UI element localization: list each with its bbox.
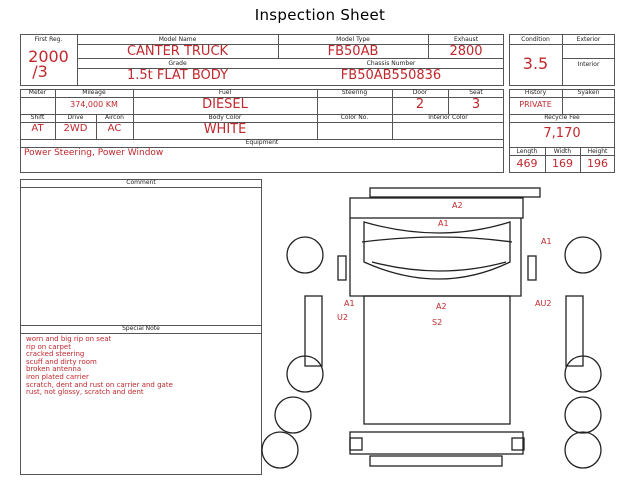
first-reg-month: /3 bbox=[32, 62, 48, 81]
special-note-item: scratch, dent and rust on carrier and gate bbox=[26, 380, 173, 389]
cab-rear-windshield bbox=[372, 262, 506, 271]
height-label: Height bbox=[587, 148, 608, 155]
body-color-label: Body Color bbox=[208, 114, 242, 121]
special-note-item: worn and big rip on seat bbox=[26, 335, 112, 343]
damage-mark-front-top: A2 bbox=[452, 201, 463, 210]
mileage-value: 374,000 KM bbox=[70, 100, 118, 109]
grade-label: Grade bbox=[168, 60, 187, 67]
recycle-fee-label: Recycle Fee bbox=[544, 114, 580, 121]
equipment-label: Equipment bbox=[245, 139, 279, 146]
first-reg-label: First Reg. bbox=[34, 36, 63, 43]
comment-label: Comment bbox=[126, 179, 156, 186]
left-mirror bbox=[338, 256, 346, 280]
special-note-item: iron plated carrier bbox=[26, 372, 89, 381]
history-value: PRIVATE bbox=[519, 100, 552, 109]
shift-value: AT bbox=[31, 123, 44, 134]
model-type-label: Model Type bbox=[336, 36, 370, 43]
special-note-item: scuff and dirty room bbox=[26, 357, 97, 366]
front-grille-shape bbox=[350, 198, 523, 218]
cab-outline bbox=[350, 218, 521, 296]
meter-label: Meter bbox=[28, 89, 47, 96]
damage-mark-center-a2: A2 bbox=[436, 302, 447, 311]
grade-value: 1.5t FLAT BODY bbox=[126, 68, 229, 83]
interior-color-label: Interior Color bbox=[428, 114, 468, 121]
aircon-value: AC bbox=[107, 123, 122, 134]
exhaust-value: 2800 bbox=[449, 44, 483, 59]
front-right-wheel bbox=[565, 237, 601, 273]
model-name-label: Model Name bbox=[158, 36, 197, 43]
rear-bumper bbox=[370, 456, 502, 466]
damage-mark-right-au2: AU2 bbox=[535, 299, 552, 308]
cargo-bed bbox=[364, 296, 510, 424]
rear-gate bbox=[350, 432, 523, 454]
rear-right-wheel-lower bbox=[565, 397, 601, 433]
left-cab-panel bbox=[305, 296, 322, 366]
first-reg-year: 2000 bbox=[28, 47, 69, 66]
damage-mark-cab-right: A1 bbox=[541, 237, 552, 246]
special-note-item: rust, not glossy, scratch and dent bbox=[26, 388, 144, 397]
width-label: Width bbox=[553, 148, 572, 155]
cab-roof-line bbox=[362, 237, 512, 242]
recycle-fee-value: 7,170 bbox=[543, 126, 581, 141]
door-label: Door bbox=[412, 89, 428, 96]
model-name-value: CANTER TRUCK bbox=[126, 44, 229, 59]
rear-left-wheel-bottom bbox=[262, 432, 298, 468]
length-label: Length bbox=[516, 148, 538, 155]
special-note-label: Special Note bbox=[122, 325, 160, 332]
model-type-value: FB50AB bbox=[327, 44, 379, 59]
front-bumper-shape bbox=[370, 188, 540, 197]
seat-label: Seat bbox=[469, 89, 483, 96]
rear-left-light bbox=[350, 438, 362, 450]
aircon-label: Aircon bbox=[105, 114, 124, 121]
exterior-label: Exterior bbox=[576, 36, 601, 43]
rear-right-light bbox=[512, 438, 524, 450]
special-note-item: broken antenna bbox=[26, 365, 82, 374]
condition-label: Condition bbox=[521, 36, 550, 43]
drive-label: Drive bbox=[67, 114, 84, 121]
equipment-value: Power Steering, Power Window bbox=[24, 148, 164, 158]
chassis-number-label: Chassis Number bbox=[366, 60, 416, 67]
fuel-label: Fuel bbox=[218, 89, 232, 96]
damage-mark-left-a1: A1 bbox=[344, 299, 355, 308]
body-color-value: WHITE bbox=[203, 122, 247, 137]
rear-right-wheel-bottom bbox=[565, 432, 601, 468]
drive-value: 2WD bbox=[63, 123, 88, 134]
damage-mark-cab-roof: A1 bbox=[438, 219, 449, 228]
width-value: 169 bbox=[552, 157, 573, 170]
door-value: 2 bbox=[415, 97, 425, 112]
right-cab-panel bbox=[566, 296, 583, 366]
special-note-item: cracked steering bbox=[26, 350, 85, 359]
steering-label: Steering bbox=[341, 89, 368, 96]
right-mirror bbox=[528, 256, 536, 280]
shift-label: Shift bbox=[30, 114, 45, 121]
interior-label: Interior bbox=[577, 61, 600, 68]
history-label: History bbox=[524, 89, 547, 96]
special-note-item: rip on carpet bbox=[26, 342, 71, 351]
seat-value: 3 bbox=[471, 97, 481, 112]
mileage-label: Mileage bbox=[82, 89, 106, 96]
rear-left-wheel-lower bbox=[275, 397, 311, 433]
length-value: 469 bbox=[516, 157, 538, 170]
damage-mark-left-u2: U2 bbox=[337, 313, 348, 322]
damage-mark-center-s2: S2 bbox=[432, 318, 443, 327]
chassis-number-value: FB50AB550836 bbox=[340, 68, 442, 83]
exhaust-label: Exhaust bbox=[453, 36, 479, 43]
syaken-label: Syaken bbox=[577, 89, 600, 96]
color-no-label: Color No. bbox=[340, 114, 369, 121]
front-left-wheel bbox=[287, 237, 323, 273]
page-title: Inspection Sheet bbox=[254, 6, 386, 24]
height-value: 196 bbox=[587, 157, 608, 170]
condition-value: 3.5 bbox=[522, 54, 549, 73]
fuel-value: DIESEL bbox=[202, 97, 248, 112]
